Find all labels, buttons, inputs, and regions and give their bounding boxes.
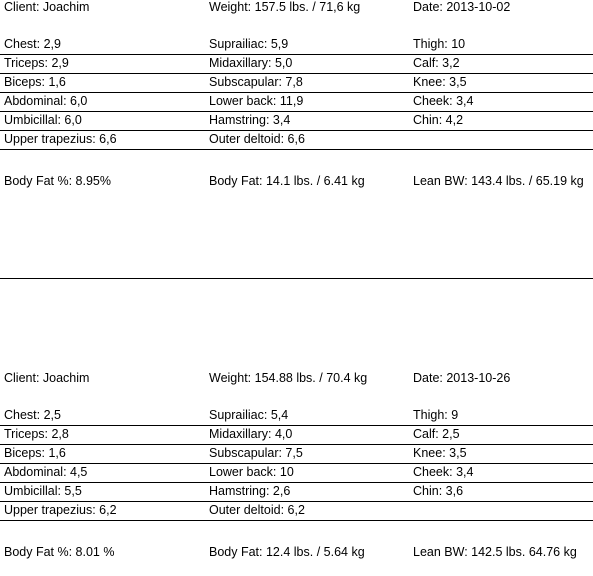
- body-fat-percent: Body Fat %: 8.95%: [4, 174, 112, 188]
- measurement-cell: Lower back: 10: [209, 465, 294, 479]
- lean-body-weight: Lean BW: 143.4 lbs. / 65.19 kg: [413, 174, 584, 188]
- section-divider: [0, 278, 593, 279]
- row-divider: [0, 520, 593, 521]
- record-header: [0, 369, 593, 388]
- measurement-cell: Biceps: 1,6: [4, 75, 66, 89]
- body-fat-percent: Body Fat %: 8.01 %: [4, 545, 115, 559]
- measurement-cell: Triceps: 2,9: [4, 56, 69, 70]
- record-summary: [0, 543, 593, 562]
- measurement-cell: Calf: 3,2: [413, 56, 460, 70]
- measurement-row: [0, 111, 593, 130]
- measurement-row: [0, 406, 593, 425]
- measurement-cell: Upper trapezius: 6,6: [4, 132, 117, 146]
- measurement-cell: Suprailiac: 5,9: [209, 37, 289, 51]
- measurement-cell: Chest: 2,5: [4, 408, 61, 422]
- measurement-cell: Abdominal: 6,0: [4, 94, 88, 108]
- record-summary: [0, 172, 593, 191]
- measurement-cell: Umbicillal: 6,0: [4, 113, 82, 127]
- client-name: Client: Joachim: [4, 0, 90, 14]
- measurement-cell: Abdominal: 4,5: [4, 465, 88, 479]
- measurement-row: [0, 501, 593, 520]
- measurement-row: [0, 444, 593, 463]
- measurement-cell: Chin: 3,6: [413, 484, 464, 498]
- measurement-row: [0, 35, 593, 54]
- measurement-row: [0, 130, 593, 149]
- measurement-row: [0, 425, 593, 444]
- record-header: [0, 0, 593, 17]
- row-divider: [0, 149, 593, 150]
- measurement-cell: Thigh: 10: [413, 37, 466, 51]
- lean-body-weight: Lean BW: 142.5 lbs. 64.76 kg: [413, 545, 577, 559]
- measurement-row: [0, 73, 593, 92]
- client-weight: Weight: 157.5 lbs. / 71,6 kg: [209, 0, 361, 14]
- measurement-cell: Chin: 4,2: [413, 113, 464, 127]
- client-weight: Weight: 154.88 lbs. / 70.4 kg: [209, 371, 368, 385]
- measurement-cell: Calf: 2,5: [413, 427, 460, 441]
- measurement-cell: Midaxillary: 5,0: [209, 56, 293, 70]
- client-name: Client: Joachim: [4, 371, 90, 385]
- measurement-cell: Biceps: 1,6: [4, 446, 66, 460]
- body-fat-mass: Body Fat: 12.4 lbs. / 5.64 kg: [209, 545, 365, 559]
- measurement-cell: Knee: 3,5: [413, 75, 467, 89]
- measurement-cell: Outer deltoid: 6,2: [209, 503, 305, 517]
- measurement-cell: Subscapular: 7,5: [209, 446, 303, 460]
- measurement-cell: Hamstring: 2,6: [209, 484, 291, 498]
- measurement-row: [0, 92, 593, 111]
- record-date: Date: 2013-10-02: [413, 0, 511, 14]
- measurement-cell: Cheek: 3,4: [413, 94, 474, 108]
- measurement-cell: Chest: 2,9: [4, 37, 61, 51]
- measurement-cell: Triceps: 2,8: [4, 427, 69, 441]
- measurement-cell: Subscapular: 7,8: [209, 75, 303, 89]
- measurement-cell: Umbicillal: 5,5: [4, 484, 82, 498]
- measurement-cell: Lower back: 11,9: [209, 94, 304, 108]
- measurement-cell: Upper trapezius: 6,2: [4, 503, 117, 517]
- measurement-cell: Thigh: 9: [413, 408, 459, 422]
- measurement-row: [0, 463, 593, 482]
- measurement-row: [0, 482, 593, 501]
- body-fat-mass: Body Fat: 14.1 lbs. / 6.41 kg: [209, 174, 365, 188]
- measurement-cell: Knee: 3,5: [413, 446, 467, 460]
- measurement-cell: Cheek: 3,4: [413, 465, 474, 479]
- measurement-cell: Hamstring: 3,4: [209, 113, 291, 127]
- measurement-cell: Suprailiac: 5,4: [209, 408, 289, 422]
- measurement-row: [0, 54, 593, 73]
- measurement-cell: Midaxillary: 4,0: [209, 427, 293, 441]
- record-date: Date: 2013-10-26: [413, 371, 511, 385]
- measurement-cell: Outer deltoid: 6,6: [209, 132, 305, 146]
